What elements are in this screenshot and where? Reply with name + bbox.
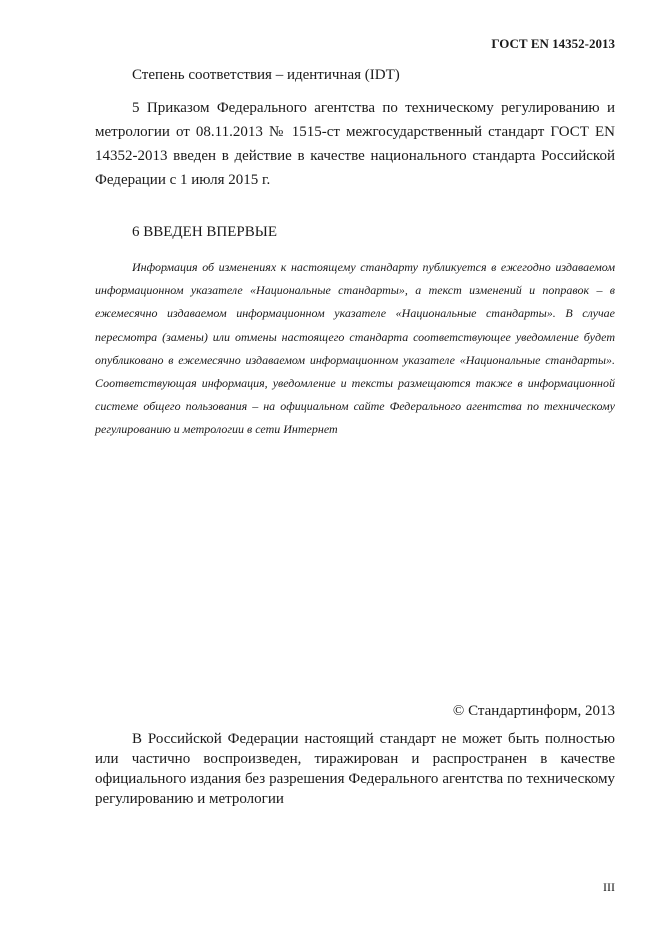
change-information-paragraph: Информация об изменениях к настоящему стандарту публикуется в ежегодно издаваемом информационном указателе «Национальные стандарты», а текст изменений и поправок – в ежемесячно издаваемом информационном указателе «Национальные стандарты». В случае пересмотра (замены) или отмены настоящего стандарта соответствующее уведомление будет опубликовано в ежемесячно издаваемом информационном указателе «Национальные стандарты». Соответствующая информация, уведомление и тексты размещаются также в информационной системе общего пользования – на официальном сайте Федерального агентства по техническому регулированию и метрологии в сети Интернет: [95, 260, 615, 437]
introduced-heading: 6 ВВЕДЕН ВПЕРВЫЕ: [132, 224, 277, 240]
standard-code-header: ГОСТ EN 14352-2013: [491, 36, 615, 51]
page-number: III: [603, 880, 615, 894]
degree-of-conformity: Степень соответствия – идентичная (IDT): [132, 67, 400, 83]
reproduction-rights-paragraph: В Российской Федерации настоящий стандарт не может быть полностью или частично воспроизведен, тиражирован и распространен в качестве официального издания без разрешения Федерального агентства по техническому регулированию и метрологии: [95, 731, 615, 807]
order-paragraph: 5 Приказом Федерального агентства по техническому регулированию и метрологии от 08.11.2013 № 1515-ст межгосударственный стандарт ГОСТ EN 14352-2013 введен в действие в качестве национального стандарта Российской Федерации с 1 июля 2015 г.: [95, 100, 615, 188]
copyright-line: © Стандартинформ, 2013: [452, 703, 615, 719]
